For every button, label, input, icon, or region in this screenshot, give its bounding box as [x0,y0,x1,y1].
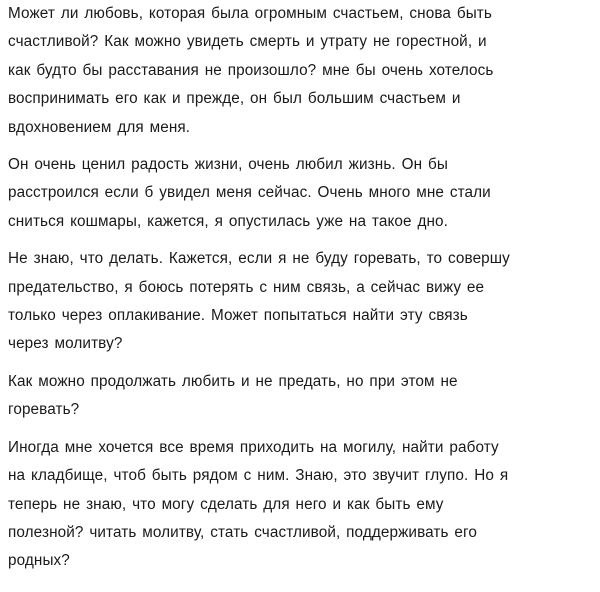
text-line: расстроился если б увидел меня сейчас. Очень много мне стали [8,184,491,202]
text-line: Не знаю, что делать. Кажется, если я не буду горевать, то совершу [8,250,510,268]
text-line: предательство, я боюсь потерять с ним связь, а сейчас вижу ее [8,278,485,296]
document-body [8,0,596,576]
text-line: только через оплакивание. Может попытаться найти эту связь [8,307,468,325]
text-line: Как можно продолжать любить и не предать, но при этом не [8,372,458,390]
text-line: счастливой? Как можно увидеть смерть и утрату не горестной, и [8,33,487,51]
text-line: вдохновением для меня. [8,118,191,136]
text-line: через молитву? [8,335,123,353]
text-line: родных? [8,552,70,570]
paragraph-5 [8,434,596,576]
text-line: полезной? читать молитву, стать счастливой, поддерживать его [8,523,477,541]
text-line: горевать? [8,401,80,419]
paragraph-3 [8,245,596,359]
text-line: на кладбище, чтоб быть рядом с ним. Знаю, это звучит глупо. Но я [8,467,509,485]
text-line: как будто бы расставания не произошло? мне бы очень хотелось [8,61,494,79]
text-line: Он очень ценил радость жизни, очень любил жизнь. Он бы [8,156,448,174]
text-line: воспринимать его как и прежде, он был большим счастьем и [8,90,461,108]
text-line: Может ли любовь, которая была огромным счастьем, снова быть [8,5,492,22]
paragraph-4 [8,368,596,425]
paragraph-2 [8,151,596,236]
text-line: теперь не знаю, что могу сделать для него и как быть ему [8,495,444,513]
text-line: сниться кошмары, кажется, я опустилась уже на такое дно. [8,212,449,230]
paragraph-1 [8,0,596,142]
text-line: Иногда мне хочется все время приходить на могилу, найти работу [8,438,499,456]
